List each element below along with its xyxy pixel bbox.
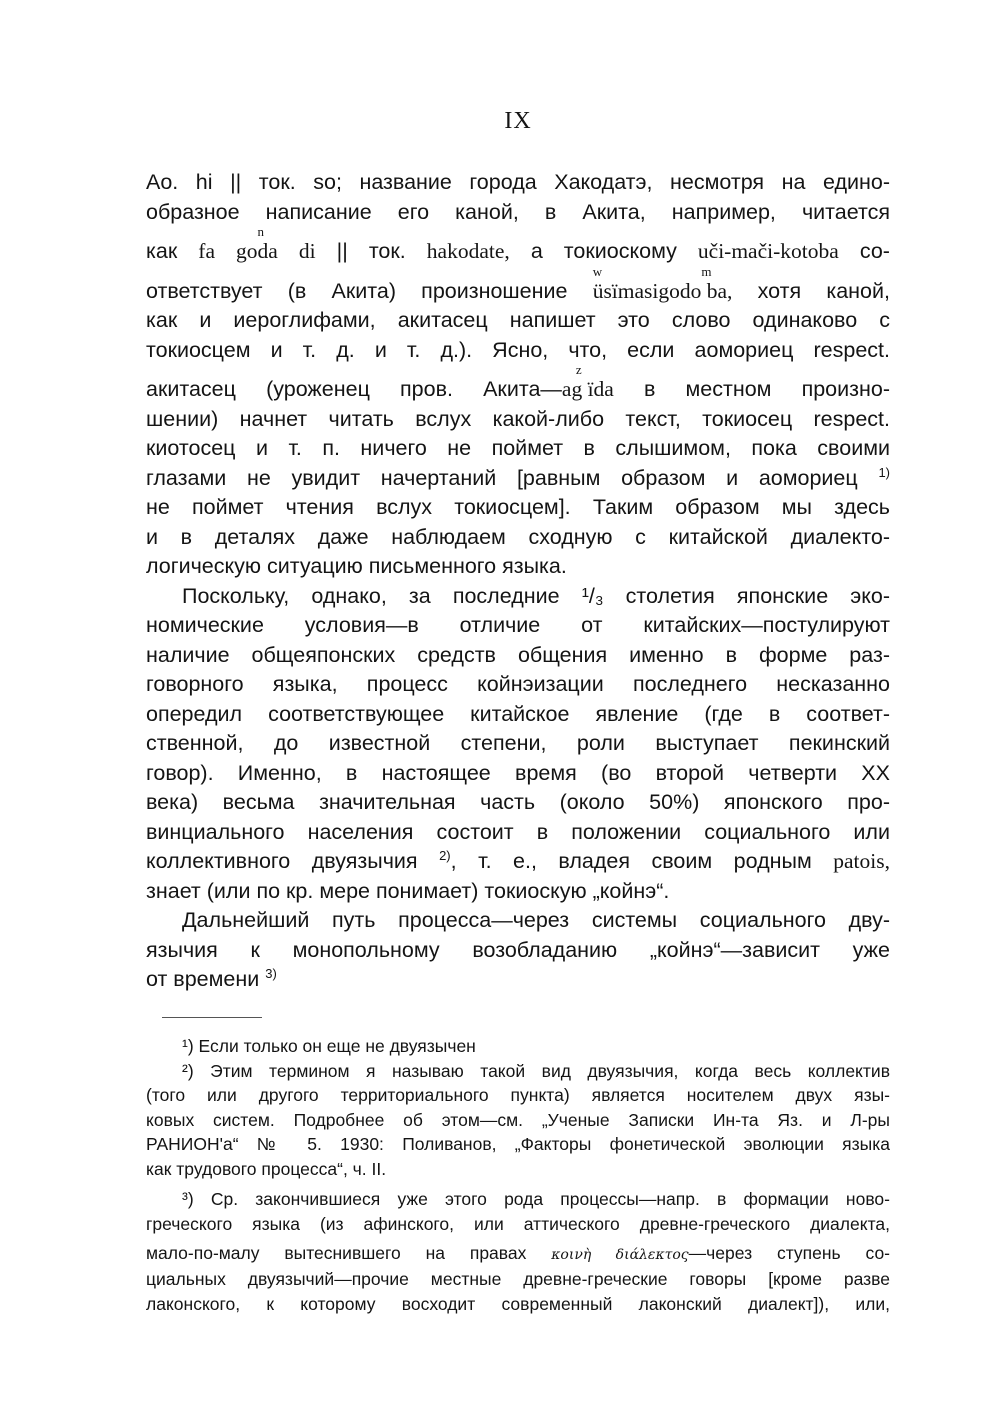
footnote-line: как трудового процесса“, ч. II. [146, 1158, 387, 1179]
text-segment: —через ступень со- [688, 1243, 891, 1263]
phonetic-word: w üsïmasigodo m ba, [593, 279, 733, 303]
word: со- [859, 239, 890, 263]
text-line: от времени $^{3)}$ [146, 965, 277, 991]
superscript-mark: w [592, 263, 603, 279]
footnote-1: ¹) Если только он еще не двуязычен [182, 1036, 476, 1056]
text-line: коллективного двуязычия $^{2)}$, т. е., владея своим родным patois, [146, 847, 890, 873]
phonetic-word: di [298, 239, 316, 263]
footnote-ref-1: 1) [878, 464, 890, 480]
footnote-3: ³) Ср. закончившиеся уже этого рода процессы—напр. в формации ново- [182, 1189, 890, 1209]
text-segment: ответствует (в Акита) произношение [146, 278, 568, 303]
text-line: шении) начнет читать вслух какой-либо текст, токиосец respect. [146, 406, 890, 431]
text-line: знает (или по кр. мере понимает) токиоскую „койнэ“. [146, 878, 670, 903]
text-line: как и иероглифами, акитасец напишет это слово одинаково с [146, 308, 890, 332]
text-line: опередил соответствующее китайское явление (где в соответ- [146, 701, 890, 726]
text-line: логическую ситуацию письменного языка. [146, 554, 567, 578]
latin-word: hakodate, [426, 239, 510, 263]
text-segment: мало-по-малу вытеснившего на правах [146, 1243, 527, 1263]
phonetic-word: fa [198, 239, 215, 263]
phonetic-word: z ag ïda [562, 375, 614, 405]
text-segment: акитасец (уроженец пров. Акита— [146, 377, 562, 401]
footnote-line: циальных двуязычий—прочие местные древне-греческие говоры [кроме разве [146, 1269, 890, 1289]
text-line: ственной, до известной степени, роли выступает пекинский [146, 731, 890, 755]
footnote-ref-3: 3) [265, 965, 277, 981]
text-line-phonetic-usima [146, 263, 890, 307]
word: ток. [368, 239, 406, 263]
main-text [146, 168, 890, 995]
text-line-phonetic-agida [146, 362, 890, 405]
page-number: IX [504, 108, 532, 134]
superscript-mark: n [257, 224, 265, 239]
separator: || [336, 239, 348, 263]
paragraph-start: Дальнейший путь процесса—через системы социального дву- [182, 908, 890, 932]
text-line: винциального населения состоит в положении социального или [146, 819, 890, 844]
superscript-mark: z [575, 362, 582, 377]
text-line: говор). Именно, в настоящее время (во второй четверти XX [146, 760, 890, 785]
text-line: не поймет чтения вслух токиосцем]. Таким образом мы здесь [146, 495, 890, 519]
text-line: язычия к монопольному возобладанию „койнэ“—зависит уже [146, 937, 890, 962]
footnote-line: ковых систем. Подробнее об этом—см. „Ученые Записки Ин-та Яз. и Л-ры [146, 1109, 890, 1130]
footnote-line: (того или другого территориального пункта) является носителем двух язы- [146, 1085, 890, 1105]
footnote-line-greek [146, 1240, 890, 1267]
text-line: говорного языка, процесс койнэизации последнего несказанно [146, 672, 890, 696]
text-line: токиосцем и т. д. и т. д.). Ясно, что, если аомориец respect. [146, 337, 890, 362]
footnote-divider [162, 1017, 262, 1018]
footnote-line: греческого языка (из афинского, или аттического древне-греческого диалекта, [146, 1213, 890, 1234]
text-line: глазами не увидит начертаний [равным образом и аомориец $^{1)}$ [146, 464, 890, 490]
footnote-line: РАНИОН'а“ № 5. 1930: Поливанов, „Факторы фонетической эволюции языка [146, 1134, 890, 1154]
footnote-2: ²) Этим термином я называю такой вид двуязычия, когда весь коллектив [182, 1060, 890, 1081]
footnote-ref-2: 2) [439, 847, 451, 863]
text-line: киотосец и т. п. ничего не поймет в слышимом, пока своими [146, 436, 890, 460]
superscript-mark: m [701, 263, 712, 279]
word: как [146, 239, 178, 263]
text-line: номические условия—в отличие от китайских—постулируют [146, 613, 890, 637]
footnote-line: лаконского, к которому восходит современный лаконский диалект]), или, [146, 1293, 890, 1314]
footnotes [146, 1034, 890, 1316]
phonetic-word: go n da [236, 239, 278, 263]
paragraph-start: Поскольку, однако, за последние ¹/₃ столетия японские эко- [182, 583, 890, 608]
text-line: века) весьма значительная часть (около 50%) японского про- [146, 790, 890, 814]
text-line: Ао. hi || ток. so; название города Хакодатэ, несмотря на едино- [146, 170, 890, 194]
greek-phrase: κοινὴ διάλεκτος [551, 1247, 689, 1263]
text-segment: хотя каной, [757, 278, 890, 303]
latin-word: patois, [833, 849, 890, 873]
latin-word: uči-mači-kotoba [697, 239, 839, 263]
text-line: образное написание его каной, в Акита, например, читается [146, 199, 890, 224]
word: а токиоскому [530, 239, 677, 263]
text-segment: в местном произно- [643, 377, 890, 401]
text-line: наличие общеяпонских средств общения именно в форме раз- [146, 642, 890, 667]
text-line-phonetic-hakodate [146, 224, 890, 267]
text-line: и в деталях даже наблюдаем сходную с китайской диалекто- [146, 524, 890, 549]
